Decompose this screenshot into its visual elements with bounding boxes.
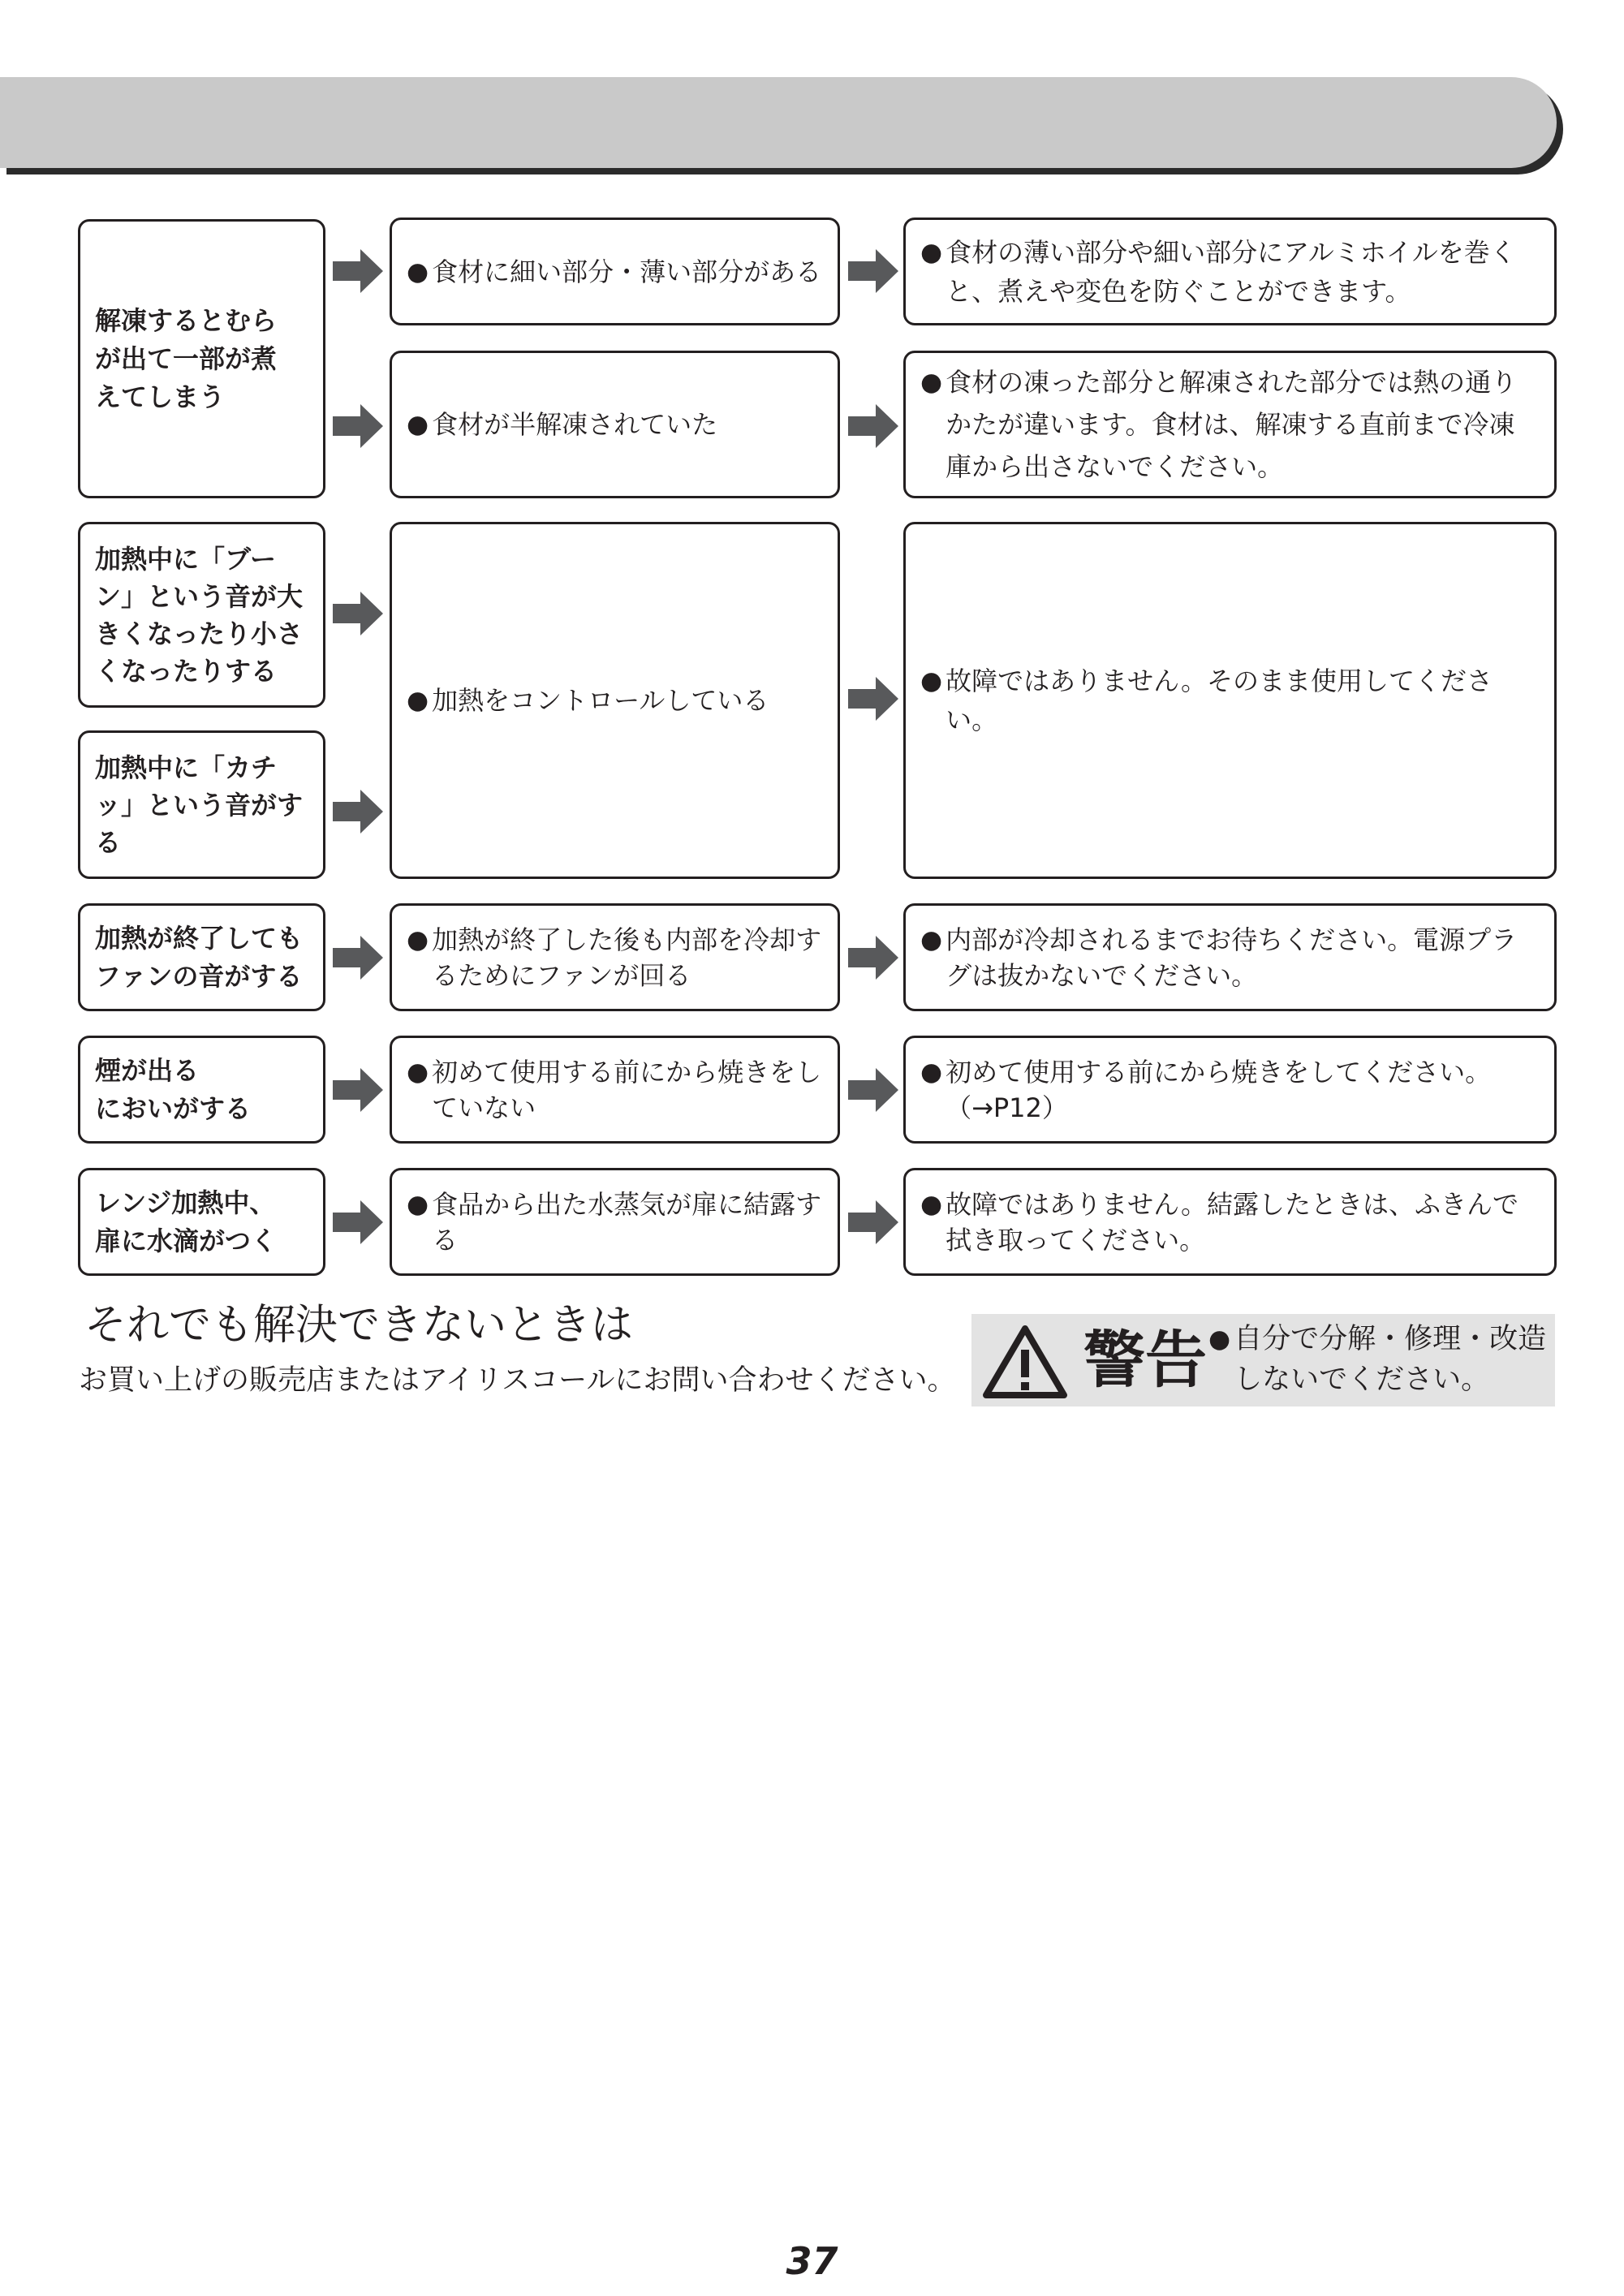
solution-box-2 <box>903 522 1557 879</box>
solution-text: 食材の薄い部分や細い部分にアルミホイルを巻くと、煮えや変色を防ぐことができます。 <box>946 236 1516 307</box>
right-arrow-icon <box>333 404 383 448</box>
bullet-dot: ● <box>407 686 429 715</box>
cause-box-5 <box>390 1168 840 1276</box>
warning-box <box>971 1314 1555 1406</box>
warning-triangle-icon <box>981 1324 1069 1400</box>
right-arrow-icon <box>333 936 383 980</box>
cause-text: 加熱が終了した後も内部を冷却するためにファンが回る <box>432 924 822 991</box>
right-arrow-icon <box>333 592 383 635</box>
right-arrow-icon <box>848 936 898 980</box>
warning-label: 警告 <box>1083 1324 1207 1396</box>
bullet-dot: ● <box>407 256 429 286</box>
solution-text: 内部が冷却されるまでお待ちください。電源プラグは抜かないでください。 <box>946 924 1518 991</box>
bullet-dot: ● <box>407 410 429 439</box>
solution-box-1b <box>903 351 1557 498</box>
page-number: 37 <box>786 2239 838 2283</box>
footer-text: お買い上げの販売店またはアイリスコールにお問い合わせください。 <box>79 1364 956 1397</box>
cause-text: 食材に細い部分・薄い部分がある <box>432 256 822 287</box>
right-arrow-icon <box>848 404 898 448</box>
bullet-dot: ● <box>920 1189 943 1219</box>
bullet-dot: ● <box>920 924 943 954</box>
warning-text: 自分で分解・修理・改造しないでください。 <box>1234 1323 1547 1396</box>
header-band <box>0 77 1557 168</box>
cause-box-3 <box>390 903 840 1011</box>
bullet-dot: ● <box>1208 1325 1231 1354</box>
symptom-box-3: 加熱が終了しても ファンの音がする <box>78 903 325 1011</box>
right-arrow-icon <box>848 677 898 721</box>
solution-box-3 <box>903 903 1557 1011</box>
bullet-dot: ● <box>920 1057 943 1087</box>
symptom-box-5: レンジ加熱中、 扉に水滴がつく <box>78 1168 325 1276</box>
right-arrow-icon <box>848 249 898 293</box>
bullet-dot: ● <box>920 666 943 696</box>
symptom-box-4: 煙が出る においがする <box>78 1036 325 1144</box>
footer-title: それでも解決できないときは <box>84 1301 634 1350</box>
symptom-box-2a: 加熱中に「ブーン」という音が大きくなったり小さくなったりする <box>78 522 325 708</box>
solution-text: 故障ではありません。結露したときは、ふきんで拭き取ってください。 <box>946 1188 1518 1256</box>
solution-text: 食材の凍った部分と解凍された部分では熱の通りかたが違います。食材は、解凍する直前まで冷凍庫から出さないでください。 <box>946 367 1518 482</box>
solution-box-5 <box>903 1168 1557 1276</box>
bullet-dot: ● <box>407 1189 429 1219</box>
cause-box-4 <box>390 1036 840 1144</box>
cause-text: 加熱をコントロールしている <box>432 685 769 716</box>
cause-text: 食品から出た水蒸気が扉に結露する <box>432 1188 822 1256</box>
right-arrow-icon <box>848 1068 898 1112</box>
right-arrow-icon <box>333 790 383 834</box>
solution-text: 初めて使用する前にから焼きをしてください。（→P12） <box>946 1056 1492 1123</box>
right-arrow-icon <box>333 1200 383 1244</box>
cause-text: 食材が半解凍されていた <box>432 409 718 440</box>
solution-text: 故障ではありません。そのまま使用してください。 <box>946 666 1493 735</box>
symptom-box-2b: 加熱中に「カチッ」という音がする <box>78 730 325 879</box>
cause-box-1a <box>390 218 840 325</box>
solution-box-1a <box>903 218 1557 325</box>
bullet-dot: ● <box>920 237 943 267</box>
bullet-dot: ● <box>407 924 429 954</box>
cause-text: 初めて使用する前にから焼きをしていない <box>432 1056 822 1123</box>
symptom-box-1: 解凍するとむら が出て一部が煮 えてしまう <box>78 219 325 498</box>
bullet-dot: ● <box>920 368 943 397</box>
cause-box-2 <box>390 522 840 879</box>
right-arrow-icon <box>333 249 383 293</box>
bullet-dot: ● <box>407 1057 429 1087</box>
right-arrow-icon <box>848 1200 898 1244</box>
solution-box-4 <box>903 1036 1557 1144</box>
right-arrow-icon <box>333 1068 383 1112</box>
cause-box-1b <box>390 351 840 498</box>
